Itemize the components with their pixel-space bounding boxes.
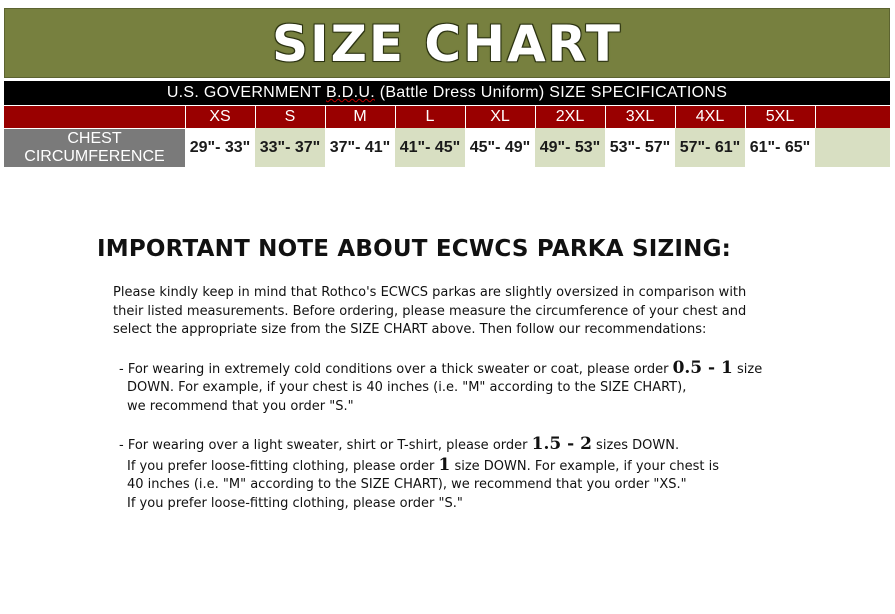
recommendation-1-line3: we recommend that you order "S." bbox=[127, 398, 354, 414]
rec2-text: - For wearing over a light sweater, shirt or T-shirt, please order bbox=[119, 438, 532, 453]
intro-line: select the appropriate size from the SIZE CHART above. Then follow our recommendations: bbox=[113, 322, 707, 337]
recommendation-2-line2 bbox=[113, 456, 813, 477]
chest-value-cell: 33"- 37" bbox=[255, 128, 325, 167]
size-header-cell: S bbox=[255, 106, 325, 128]
size-table bbox=[4, 106, 890, 167]
size-header-cell: L bbox=[395, 106, 465, 128]
rec1-text: - For wearing in extremely cold conditions over a thick sweater or coat, please order bbox=[119, 361, 673, 377]
size-header-cell: 5XL bbox=[745, 106, 815, 128]
specifications-subtitle bbox=[4, 81, 890, 105]
recommendation-2-line4: If you prefer loose-fitting clothing, please order "S." bbox=[127, 495, 463, 511]
size-header-cell: 3XL bbox=[605, 106, 675, 128]
rec2-size-range: 1.5 - 2 bbox=[531, 434, 592, 454]
parka-sizing-heading: IMPORTANT NOTE ABOUT ECWCS PARKA SIZING: bbox=[97, 236, 732, 262]
chest-value-cell: 37"- 41" bbox=[329, 138, 391, 156]
chest-circumference-label bbox=[4, 128, 185, 167]
rec1-size-range: 0.5 - 1 bbox=[672, 357, 733, 378]
size-header-cell: 4XL bbox=[675, 106, 745, 128]
rec2-line2-text-end: size DOWN. For example, if your chest is bbox=[450, 458, 719, 474]
recommendation-2-line3: 40 inches (i.e. "M" according to the SIZE CHART), we recommend that you order "XS." bbox=[127, 477, 687, 492]
chest-value-cell: 49"- 53" bbox=[535, 128, 605, 167]
chest-row bbox=[4, 128, 890, 167]
row-label-line1: CHEST bbox=[67, 129, 122, 147]
intro-line: their listed measurements. Before ordering, please measure the circumference of your chest and bbox=[113, 303, 747, 319]
rec2-size-one: 1 bbox=[438, 454, 451, 475]
recommendation-2-line1 bbox=[113, 435, 813, 456]
chest-value-cell: 45"- 49" bbox=[469, 138, 531, 156]
recommendation-1-line2: DOWN. For example, if your chest is 40 inches (i.e. "M" according to the SIZE CHART), bbox=[127, 380, 687, 395]
header-corner-cell bbox=[4, 106, 185, 128]
size-header-cell: XS bbox=[185, 106, 255, 128]
recommendation-1-line1 bbox=[113, 359, 813, 380]
intro-line: Please kindly keep in mind that Rothco's ECWCS parkas are slightly oversized in comparison with bbox=[113, 285, 747, 300]
size-chart-banner bbox=[4, 8, 890, 78]
chest-value-cell: 53"- 57" bbox=[609, 138, 671, 156]
chest-value-cell: 57"- 61" bbox=[675, 128, 745, 167]
chest-value-cell: 41"- 45" bbox=[395, 128, 465, 167]
subtitle-bdu: B.D.U. bbox=[326, 84, 375, 101]
header-empty-cell bbox=[815, 106, 890, 128]
subtitle-prefix: U.S. GOVERNMENT bbox=[166, 84, 327, 101]
subtitle-suffix: (Battle Dress Uniform) SIZE SPECIFICATIONS bbox=[374, 84, 728, 101]
rec1-text-end: size bbox=[732, 361, 763, 377]
size-header-cell: M bbox=[325, 106, 395, 128]
rec2-text-end: sizes DOWN. bbox=[591, 438, 680, 453]
size-header-cell: 2XL bbox=[535, 106, 605, 128]
chest-empty-cell bbox=[815, 128, 890, 167]
rec2-line2-text: If you prefer loose-fitting clothing, please order bbox=[127, 458, 439, 474]
row-label-line2: CIRCUMFERENCE bbox=[24, 147, 165, 165]
size-header-row bbox=[4, 106, 890, 128]
chest-value-cell: 61"- 65" bbox=[749, 138, 811, 156]
parka-sizing-note bbox=[113, 284, 813, 513]
size-header-cell: XL bbox=[465, 106, 535, 128]
chest-value-cell: 29"- 33" bbox=[189, 138, 251, 156]
size-chart-title: SIZE CHART bbox=[271, 15, 623, 73]
